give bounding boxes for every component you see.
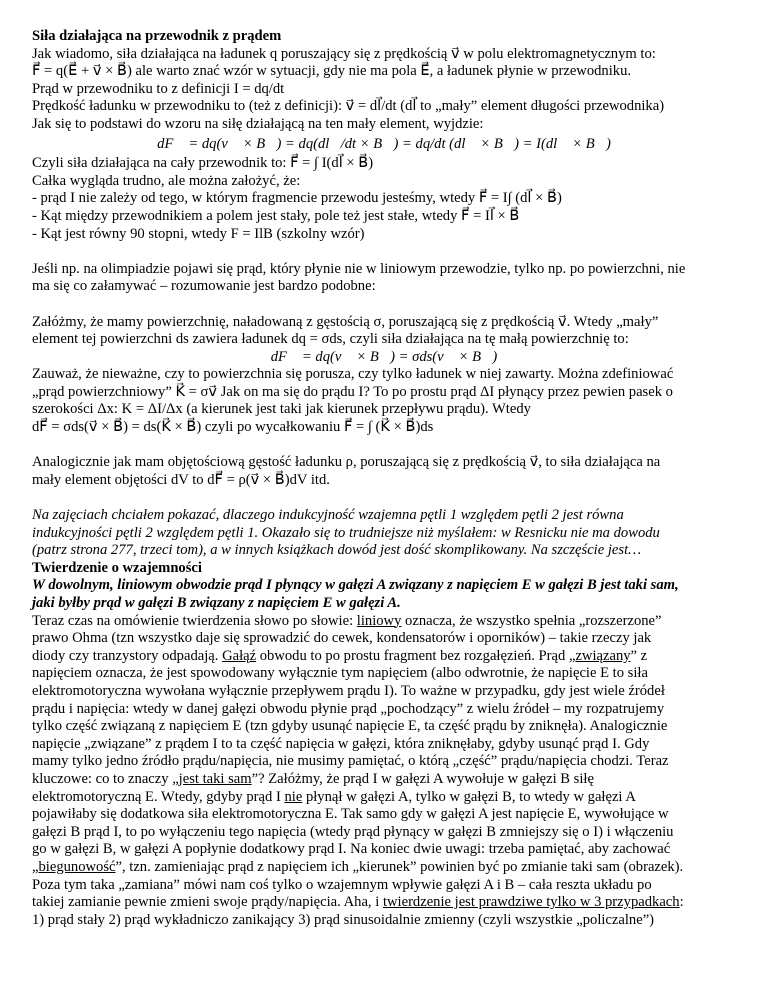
text-line: kluczowe: co to znaczy „jest taki sam”? Załóżmy, że prąd I w gałęzi A wywołuje w gałęzi B siłę <box>32 770 594 787</box>
text-line: elektromotoryczną E. Wtedy, gdyby prąd I nie płynął w gałęzi A, tylko w gałęzi B, to wtedy w gałęzi A <box>32 788 636 805</box>
section-title: Siła działająca na przewodnik z prądem <box>32 28 282 44</box>
text-line: napięciem oznacza, że jest spowodowany wyłącznie tym napięciem (albo odwrotnie, że napięcie E to siła <box>32 665 648 682</box>
text-line: prawo Ohma (tzn wszystko daje się sprowadzić do cewek, kondensatorów i oporników) – takie rzeczy jak <box>32 630 652 647</box>
text-line: tylko część związaną z napięciem E (tzn gdyby usunąć napięcie E, ta część prądu by zniknęła). Analogicznie <box>32 718 668 735</box>
text-line: szerokości Δx: K = ΔI/Δx (a kierunek jest taki jak kierunek przepływu prądu). Wtedy <box>32 401 531 418</box>
text-line: dF⃗ = σds(v⃗ × B⃗) = ds(K⃗ × B⃗) czyli po wycałkowaniu F⃗ = ∫ (K⃗ × B⃗)ds <box>32 419 434 436</box>
text-line: „prąd powierzchniowy” K⃗ = σv⃗ Jak on ma się do prądu I? To po prostu prąd ΔI płynący przez pewien pasek o <box>32 383 673 400</box>
text-line: pojawiłaby się dodatkowa siła elektromotoryczna E. Tak samo gdy w gałęzi A jest napięcie E, wywołujące w <box>32 806 669 823</box>
text-line: mały element objętości dV to dF⃗ = ρ(v⃗ × B⃗)dV itd. <box>32 471 330 488</box>
text-line: go w gałęzi B, w gałęzi A popłynie dodatkowy prąd I. Na koniec dwie uwagi: trzeba pamiętać, aby zachować <box>32 841 671 858</box>
text-line: takiej zamianie pewnie zmieni swoje prądy/napięcia. Aha, i twierdzenie jest prawdziwe tylko w 3 przypadkach: <box>32 894 684 911</box>
text-line: W dowolnym, liniowym obwodzie prąd I płynący w gałęzi A związany z napięciem E w gałęzi B jest taki sam, <box>32 577 679 594</box>
text-line: Załóżmy, że mamy powierzchnię, naładowaną z gęstością σ, poruszającą się z prędkością v⃗. Wtedy „mały” <box>32 313 659 330</box>
text-line: 1) prąd stały 2) prąd wykładniczo zanikający 3) prąd sinusoidalnie zmienny (czyli wszystkie „policzalne”) <box>32 911 655 928</box>
text-line: napięcie „związane” z prądem I to ta część napięcia w gałęzi, która zniknęłaby, gdyby usunąć prąd I. Gdy <box>32 735 650 752</box>
paragraph-classes-note <box>32 507 736 560</box>
text-line: Jeśli np. na olimpiadzie pojawi się prąd, który płynie nie w liniowym przewodzie, tylko np. po powierzchni, nie <box>32 260 686 277</box>
underlined-term: Gałąź <box>222 647 257 664</box>
reciprocity-statement <box>32 577 736 612</box>
text-line: elektromotoryczna wywołana wyłącznie przepływem prądu I). To ważne w przypadku, gdy jest wiele źródeł <box>32 682 665 699</box>
text-line: - Kąt jest równy 90 stopni, wtedy F = IlB (szkolny wzór) <box>32 225 365 242</box>
text-line: Teraz czas na omówienie twierdzenia słowo po słowie: liniowy oznacza, że wszystko spełnia „rozszerzone” <box>32 612 662 629</box>
text-line: ma się co załamywać – rozumowanie jest bardzo podobne: <box>32 278 376 295</box>
text-line: Całka wygląda trudno, ale można założyć, że: <box>32 172 301 189</box>
underlined-term: liniowy <box>356 612 402 629</box>
underlined-term: związany <box>575 647 631 664</box>
text-line: Zauważ, że nieważne, czy to powierzchnia się porusza, czy tylko ładunek w niej zawarty. Można zdefiniować <box>32 366 674 383</box>
text-line: Czyli siła działająca na cały przewodnik to: F⃗ = ∫ I(dl⃗ × B⃗) <box>32 155 374 172</box>
paragraph-olympiad <box>32 261 736 296</box>
paragraph-volume <box>32 454 736 489</box>
text-line: Analogicznie jak mam objętościową gęstość ładunku ρ, poruszającą się z prędkością v⃗, to siła działająca na <box>32 454 661 471</box>
text-line: element tej powierzchni ds zawiera ładunek dq = σds, czyli siła działająca na tę małą powierzchnię to: <box>32 331 629 348</box>
text-line: indukcyjności pętli 2 względem pętli 1. Okazało się to trudniejsze niż myślałem: w Resnicku nie ma dowodu <box>32 524 660 541</box>
paragraph-surface <box>32 314 736 349</box>
text-line: Prąd w przewodniku to z definicji I = dq/dt <box>32 80 285 97</box>
text-line: Jak się to podstawi do wzoru na siłę działającą na ten mały element, wyjdzie: <box>32 115 484 132</box>
text-line: jaki byłby prąd w gałęzi B związany z napięciem E w gałęzi A. <box>32 595 401 611</box>
text-line: Jak wiadomo, siła działająca na ładunek q poruszający się z prędkością v⃗ w polu elektromagnetycznym to: <box>32 45 656 62</box>
text-line: Poza tym taka „zamiana” mówi nam coś tylko o wzajemnym wpływie gałęzi A i B – cała reszta układu po <box>32 876 652 893</box>
text-line: - prąd I nie zależy od tego, w którym fragmencie przewodu jesteśmy, wtedy F⃗ = I∫ (dl⃗ × B⃗) <box>32 190 562 207</box>
underlined-term: biegunowość <box>38 858 116 875</box>
equation-surface-force: dF⃗ = dq(v⃗ × B⃗) = σds(v⃗ × B⃗) <box>270 348 498 365</box>
text-line: prądu i napięcia: wtedy w danej gałęzi obwodu płynie prąd „pochodzący” z wielu źródeł – my rozpatrujemy <box>32 700 665 717</box>
text-line: „biegunowość”, tzn. zamieniając prąd z napięciem ich „kierunek” powinien być po zmianie taki sam (obrazek). <box>32 858 684 875</box>
text-line: Prędkość ładunku w przewodniku to (też z definicji): v⃗ = dl⃗/dt (dl⃗ to „mały” element długości przewodnika) <box>32 98 665 115</box>
equation-force-element: dF⃗ = dq(v⃗ × B⃗) = dq(dl⃗/dt × B⃗) = dq/dt (dl⃗ × B⃗) = I(dl⃗ × B⃗) <box>157 135 611 152</box>
underlined-term: twierdzenie jest prawdziwe tylko w 3 przypadkach <box>382 894 680 911</box>
text-line: (patrz strona 277, trzeci tom), a w innych książkach dowód jest dość skomplikowany. Na szczęście jest… <box>32 542 642 559</box>
paragraph-force-intro <box>32 46 736 134</box>
underlined-term: nie <box>284 788 303 805</box>
underlined-term: jest taki sam <box>178 770 252 787</box>
reciprocity-heading: Twierdzenie o wzajemności <box>32 559 202 576</box>
paragraph-integral <box>32 155 736 243</box>
text-line: F⃗ = q(E⃗ + v⃗ × B⃗) ale warto znać wzór w sytuacji, gdy nie ma pola E⃗, a ładunek płynie w przewodniku. <box>32 63 632 80</box>
paragraph-explanation <box>32 613 736 930</box>
paragraph-surface-current <box>32 366 736 436</box>
text-line: gałęzi B prąd I, to po wyłączeniu tego napięcia (wtedy prąd płynący w gałęzi B zmniejszy się o I) i włączeniu <box>32 823 674 840</box>
text-line: Na zajęciach chciałem pokazać, dlaczego indukcyjność wzajemna pętli 1 względem pętli 2 jest równa <box>32 507 624 524</box>
text-line: - Kąt między przewodnikiem a polem jest stały, pole też jest stałe, wtedy F⃗ = Il⃗ × B⃗ <box>32 207 520 224</box>
text-line: mamy tylko jedno źródło prądu/napięcia, nie musimy pamiętać, o którą „część” prądu/napięcia chodzi. Teraz <box>32 753 669 770</box>
text-line: diody czy tranzystory odpadają. Gałąź obwodu to po prostu fragment bez rozgałęzień. Prąd „związany” z <box>32 647 648 664</box>
